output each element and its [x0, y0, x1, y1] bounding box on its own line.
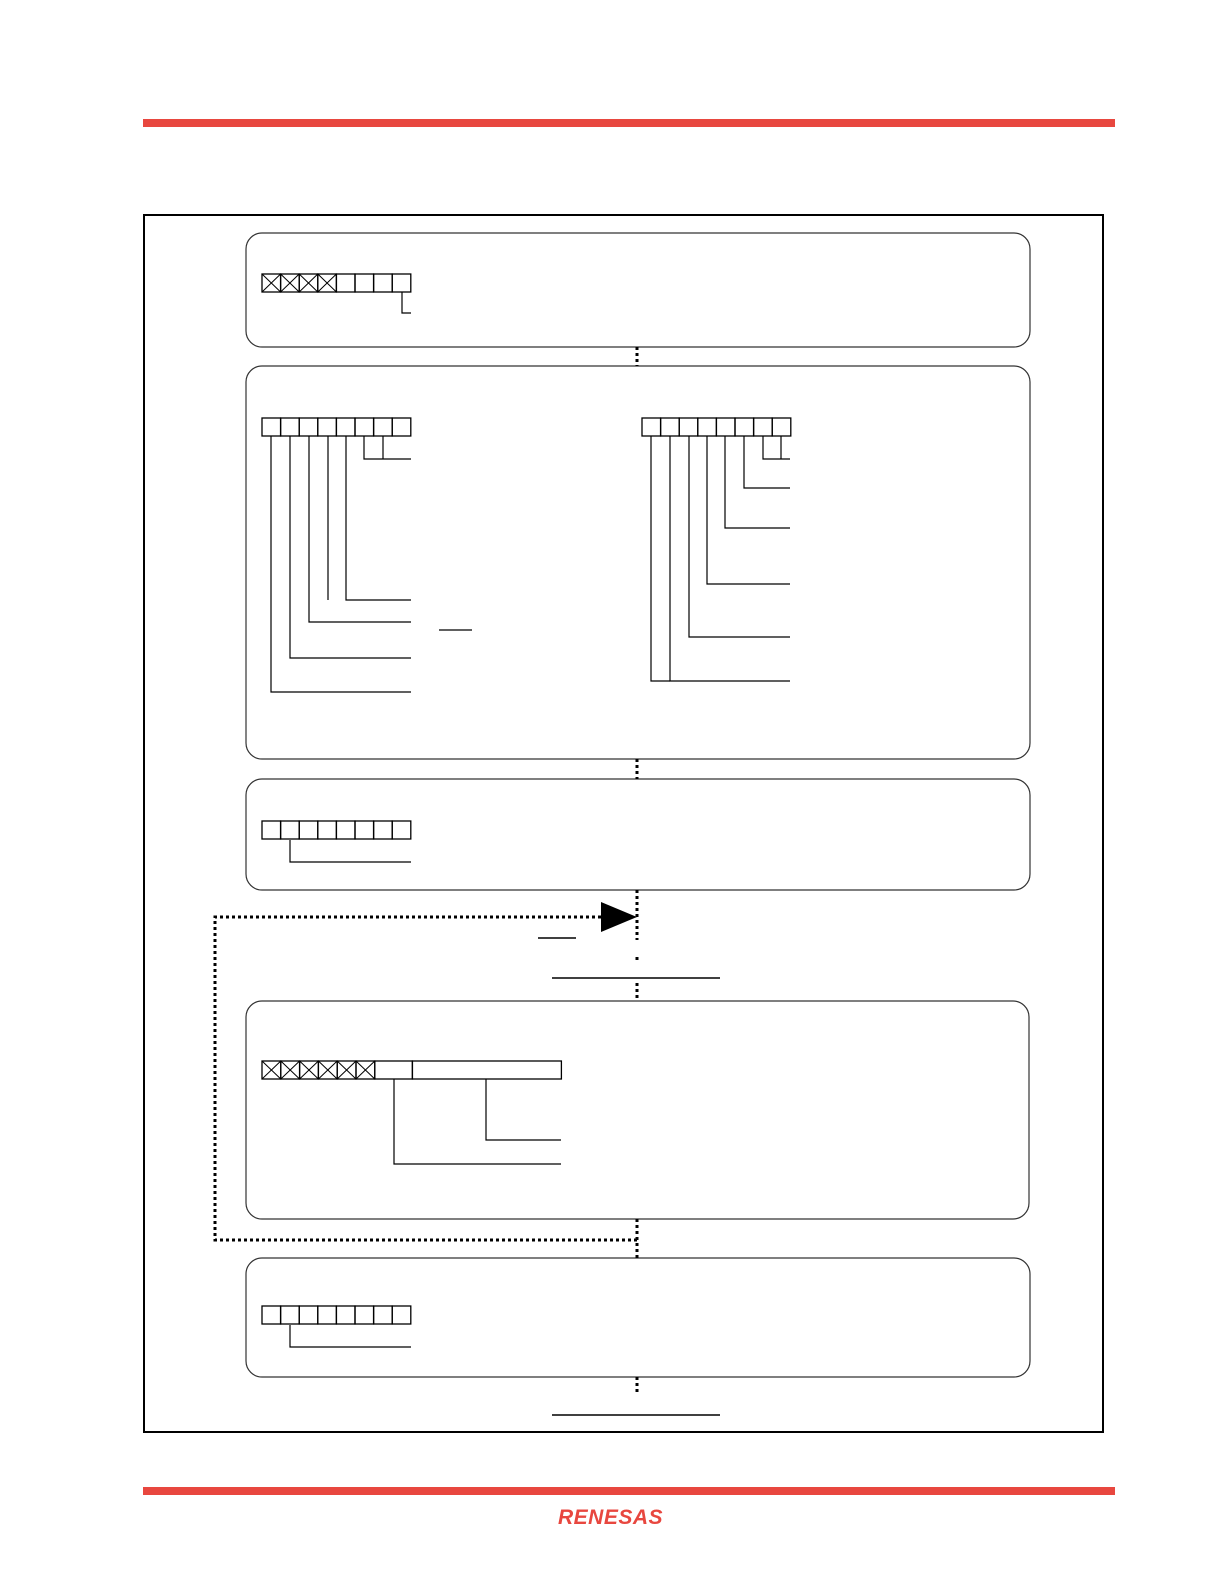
- register-bit-cell: [642, 418, 661, 436]
- register-bit-cell: [375, 1061, 413, 1079]
- register-bit-cell: [392, 1306, 411, 1324]
- register-bit-cell: [299, 418, 318, 436]
- svg-text:RENESAS: RENESAS: [558, 1506, 664, 1529]
- register-bit-cell: [392, 418, 411, 436]
- register-5-bits: [262, 1306, 411, 1324]
- register-bit-cell: [355, 274, 374, 292]
- register-bit-cell: [412, 1061, 561, 1079]
- bit-leader-lines: [271, 292, 790, 1347]
- register-bit-cell: [262, 821, 281, 839]
- register-bit-cell: [336, 1306, 355, 1324]
- footer-rule: [143, 1487, 1115, 1495]
- renesas-logo: [556, 1503, 696, 1529]
- register-bit-cell: [772, 418, 791, 436]
- register-bit-cell: [299, 1306, 318, 1324]
- register-bit-cell: [281, 821, 300, 839]
- step-panel-3: [246, 779, 1030, 890]
- register-bit-cell: [754, 418, 773, 436]
- step-panel-4: [246, 1001, 1029, 1219]
- register-bit-cell: [262, 1306, 281, 1324]
- register-bit-cell: [299, 821, 318, 839]
- register-bit-cell: [336, 418, 355, 436]
- register-bit-cell: [336, 821, 355, 839]
- register-bit-cell: [318, 1306, 337, 1324]
- register-bit-cell: [262, 418, 281, 436]
- register-bit-cell: [392, 274, 411, 292]
- register-2b-bits: [642, 418, 791, 436]
- register-bit-cell: [374, 821, 393, 839]
- register-bit-cell: [661, 418, 680, 436]
- step-panel-2: [246, 366, 1030, 759]
- register-bit-cell: [374, 418, 393, 436]
- register-bit-cell: [355, 821, 374, 839]
- register-bit-cell: [281, 418, 300, 436]
- register-bit-cell: [374, 1306, 393, 1324]
- register-bit-cell: [336, 274, 355, 292]
- register-bit-cell: [355, 418, 374, 436]
- register-4-bits: [262, 1061, 561, 1079]
- register-bit-cell: [318, 821, 337, 839]
- register-bit-cell: [679, 418, 698, 436]
- register-bit-cell: [392, 821, 411, 839]
- register-bit-cell: [374, 274, 393, 292]
- register-bit-cell: [318, 418, 337, 436]
- register-2a-bits: [262, 418, 411, 436]
- step-panel-1: [246, 233, 1030, 347]
- register-bit-cell: [716, 418, 735, 436]
- register-1-bits: [262, 274, 411, 292]
- register-bit-cell: [735, 418, 754, 436]
- register-3-bits: [262, 821, 411, 839]
- register-bit-cell: [698, 418, 717, 436]
- register-bit-cell: [355, 1306, 374, 1324]
- register-bit-cell: [281, 1306, 300, 1324]
- step-panel-5: [246, 1258, 1030, 1377]
